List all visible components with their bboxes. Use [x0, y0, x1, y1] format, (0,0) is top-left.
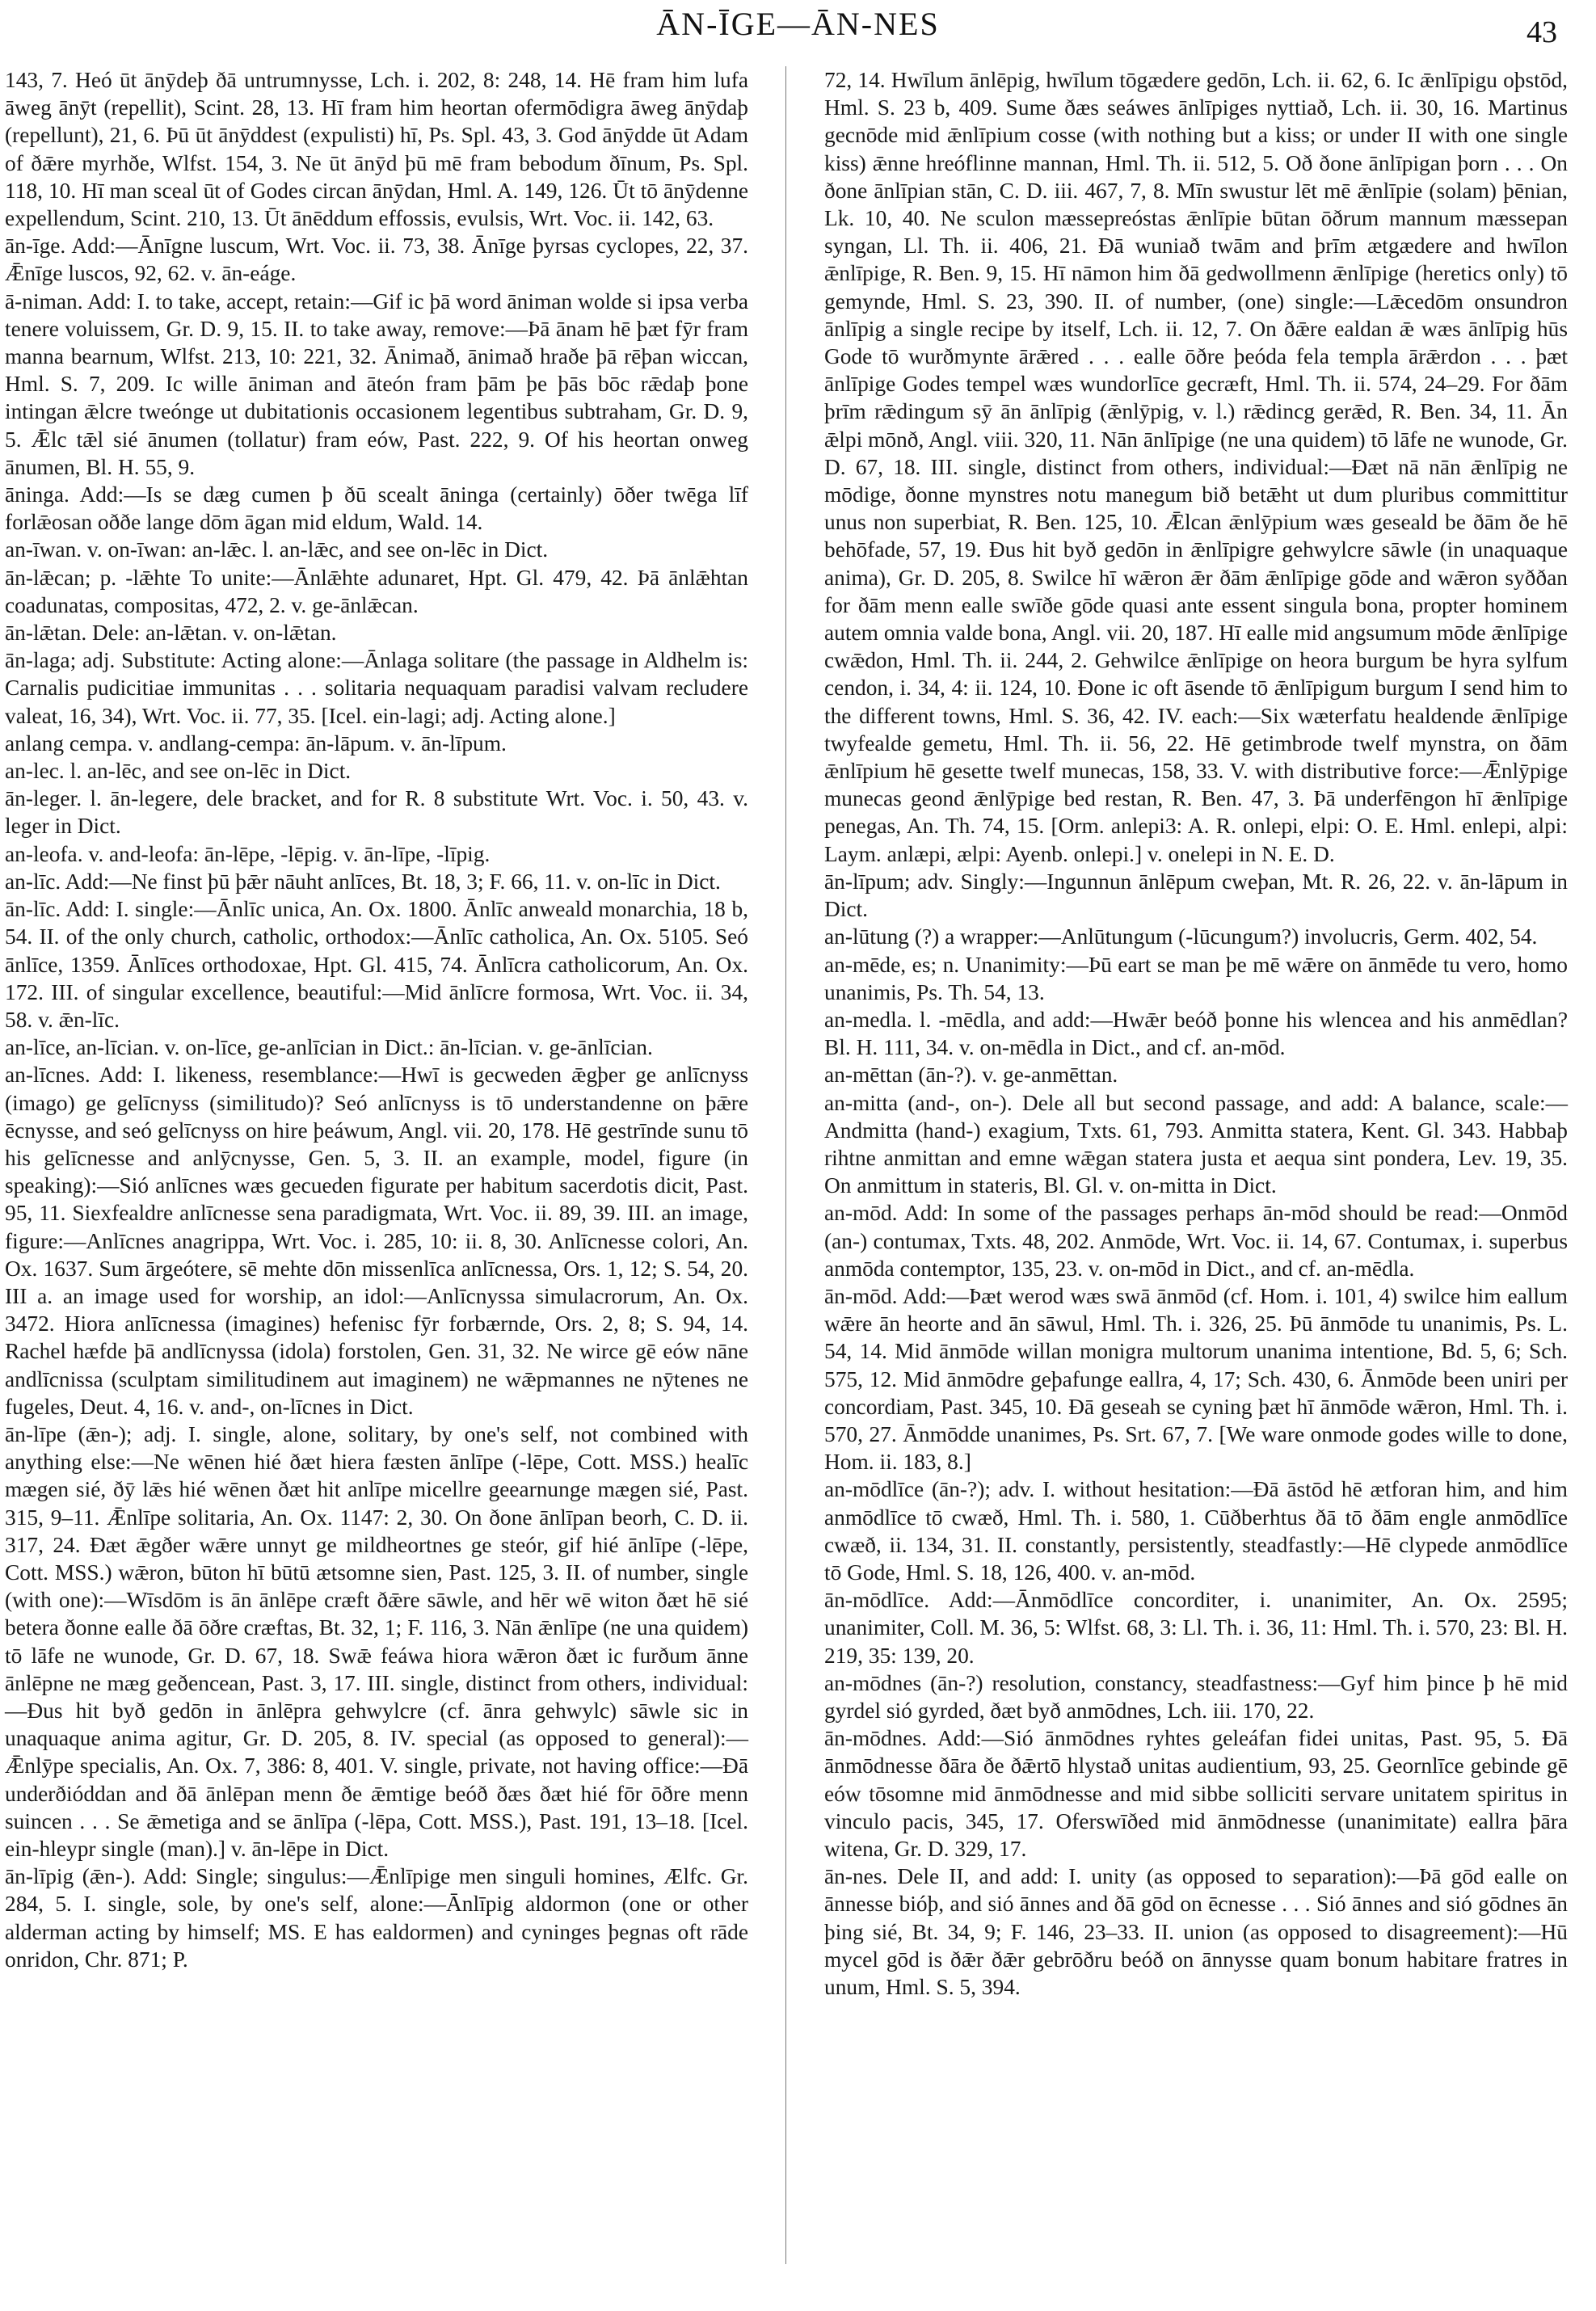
- dictionary-entry: ān-līpe (ǣn-); adj. I. single, alone, solitary, by one's self, not combined with anything else:—Ne wēnen hié ðæt hiera fæsten ānlīpe (-lēpe, Cott. MSS.) healīc mægen sié, ðȳ lǣs hié wēnen ðæt hit anlīpe micellre geearnunge mægen sié, Past. 315, 9–11. Ǣnlīpe solitaria, An. Ox. 1147: 2, 30. On ðone ānlīpan beorh, C. D. ii. 317, 24. Ðæt ǣgðer wǣre unnyt ge mildheortnes ge steór, gif hié ānlīpe (-lēpe, Cott. MSS.) wǣron, būton hī būtū ætsomne sien, Past. 125, 3. II. of number, single (with one):—Wīsdōm is ān ānlēpe cræft ðǣre sāwle, and hēr wē witon ðæt hē sié betera ðonne ealle ðā ōðre cræftas, Bt. 32, 1; F. 116, 3. Nān ǣnlīpe (ne una quidem) tō lāfe ne wunode, Gr. D. 67, 18. Swǣ feáwa hiora wǣron ðæt ic furðum ānne ānlēpne ne mæg geðencean, Past. 3, 17. III. single, distinct from others, individual:—Ðus hit byð gedōn in ānlēpra gehwylcre (cf. ānra gehwylc) sāwle sic in unaquaque anima agitur, Gr. D. 205, 8. IV. special (as opposed to general):—Ǣnlȳpe specialis, An. Ox. 7, 386: 8, 401. V. single, private, not having office:—Ðā underðióddan and ðā ānlēpan menn ðe ǣmtige beóð ðæs ðæt hié fōr ōðre menn suincen . . . Se ǣmetiga and se ānlīpa (-lēpa, Cott. MSS.), Past. 191, 13–18. [Icel. ein-hleypr single (man).] v. ān-lēpe in Dict.: [5, 1421, 748, 1861]
- page-header: [0, 0, 1596, 65]
- dictionary-entry: an-mōdlīce (ān-?); adv. I. without hesitation:—Ðā āstōd hē ætforan him, and him anmōdlīce tō cwæð, Hml. Th. i. 580, 1. Cūðberhtus ðā tō ðām engle anmōdlīce cwæð, ii. 134, 31. II. constantly, persistently, steadfastly:—Hē clypede anmōdlīce tō Gode, Hml. S. 18, 126, 400. v. an-mōd.: [824, 1477, 1568, 1585]
- dictionary-entry: 72, 14. Hwīlum ānlēpig, hwīlum tōgædere gedōn, Lch. ii. 62, 6. Ic ǣnlīpigu oþstōd, Hml. S. 23 b, 409. Sume ðæs seáwes ānlīpiges nyttiað, Lch. ii. 30, 16. Martinus gecnōde mid ǣnlīpium cosse (with nothing but a kiss; or under II with one single kiss) ǣnne hreóflinne mannan, Hml. Th. ii. 512, 5. Oð ðone ānlīpigan þorn . . . On ðone ānlīpian stān, C. D. iii. 467, 7, 8. Mīn swustur lēt mē ǣnlīpie (solam) þēnian, Lk. 10, 40. Ne sculon mæssepreóstas ǣnlīpie būtan ōðrum mannum mæssepan syngan, Ll. Th. ii. 406, 21. Ðā wuniað twām and þrīm ætgædere and hwīlon ǣnlīpige, R. Ben. 9, 15. Hī nāmon him ðā gedwollmenn ǣnlīpige (heretics only) tō gemynde, Hml. S. 23, 390. II. of number, (one) single:—Lǣcedōm onsundron ānlīpig a single recipe by itself, Lch. ii. 12, 7. On ðǣre ealdan ǣ wæs ānlīpig hūs Gode tō wurðmynte ārǣred . . . ealle ōðre þeóda fela templa ārǣrdon . . . þæt ānlīpige Godes tempel wæs wundorlīce gecræft, Hml. Th. ii. 574, 24–29. For ðām þrīm rǣdingum sȳ ān ānlīpig (ǣnlȳpig, v. l.) rǣdincg gerǣd, R. Ben. 34, 11. Ān ǣlpi mōnð, Angl. viii. 320, 11. Nān ānlīpige (ne una quidem) tō lāfe ne wunode, Gr. D. 67, 18. III. single, distinct from others, individual:—Ðæt nā nān ǣnlīpig ne mōdige, ðonne mynstres notu manegum bið betǣht ut dum pluribus committitur unus non superbiat, R. Ben. 125, 10. Ǣlcan ǣnlȳpium wæs geseald be ðām ðe hē behōfade, 57, 19. Ðus hit byð gedōn in ǣnlīpigre gehwylcre sāwle (in unaquaque anima), Gr. D. 205, 8. Swilce hī wǣron ǣr ðām ǣnlīpige gōde and wǣron syððan for ðām menn ealle swīðe gōde quasi ante essent singula bona, propter hominem autem omnia valde bona, Angl. vii. 20, 187. Hī ealle mid angsumum mōde ǣnlīpige cwǣdon, Hml. Th. ii. 244, 2. Gehwilce ǣnlīpige on heora burgum be hyra sylfum cendon, i. 34, 4: ii. 124, 10. Ðone ic oft āsende tō ǣnlīpigum burgum I send him to the different towns, Hml. S. 36, 42. IV. each:—Six wæterfatu healdende ǣnlīpige twyfealde gemetu, Hml. Th. ii. 56, 22. Hē getimbrode twelf mynstra, on ðām ǣnlīpium hē gesette twelf munecas, 158, 33. V. with distributive force:—Ǣnlȳpige munecas geond ǣnlȳpige bed restan, R. Ben. 47, 3. Þā underfēngon hī ǣnlīpige penegas, An. Th. 74, 15. [Orm. anlepi3: A. R. onlepi, elpi: O. E. Hml. enlepi, alpi: Laym. anlæpi, ælpi: Ayenb. onlepi.] v. onelepi in N. E. D.: [824, 68, 1568, 866]
- dictionary-entry: ān-lǣcan; p. -lǣhte To unite:—Ānlǣhte adunaret, Hpt. Gl. 479, 42. Þā ānlǣhtan coadunatas, compositas, 472, 2. v. ge-ānlǣcan.: [5, 565, 748, 617]
- running-head: ĀN-ĪGE—ĀN-NES: [656, 6, 940, 42]
- dictionary-entry: an-mēde, es; n. Unanimity:—Þū eart se man þe mē wǣre on ānmēde tu vero, homo unanimis, Ps. Th. 54, 13.: [824, 952, 1568, 1004]
- dictionary-entry: an-leofa. v. and-leofa: ān-lēpe, -lēpig. v. ān-līpe, -līpig.: [5, 841, 491, 866]
- right-column: [824, 66, 1568, 2001]
- dictionary-entry: ān-īge. Add:—Ānīgne luscum, Wrt. Voc. ii. 73, 38. Ānīge þyrsas cyclopes, 22, 37. Ǣnīge luscos, 92, 62. v. ān-eáge.: [5, 234, 748, 286]
- dictionary-entry: ān-laga; adj. Substitute: Acting alone:—Ānlaga solitare (the passage in Aldhelm is: Carnalis pudicitiae immunitas . . . solitaria nequaquam paradisi valvam recludere valeat, 16, 34), Wrt. Voc. ii. 77, 35. [Icel. ein-lagi; adj. Acting alone.]: [5, 648, 748, 728]
- dictionary-entry: ān-līpum; adv. Singly:—Ingunnun ānlēpum cweþan, Mt. R. 26, 22. v. ān-lāpum in Dict.: [824, 869, 1568, 922]
- dictionary-entry: an-mōdnes (ān-?) resolution, constancy, steadfastness:—Gyf him þince þ hē mid gyrdel sió gyrded, ðæt byð anmōdnes, Lch. iii. 170, 22.: [824, 1670, 1568, 1723]
- page-number: 43: [1527, 15, 1557, 49]
- dictionary-entry: āninga. Add:—Is se dæg cumen þ ðū scealt āninga (certainly) ōðer twēga līf forlǣosan oððe lange dōm āgan mid eldum, Wald. 14.: [5, 482, 748, 535]
- dictionary-entry: ān-mōd. Add:—Þæt werod wæs swā ānmōd (cf. Hom. i. 101, 4) swilce him eallum wǣre ān heorte and ān sāwul, Hml. Th. i. 326, 25. Þū ānmōde tu unanimis, Ps. L. 54, 14. Mid ānmōde willan monigra multorum unanima intentione, Bd. 5, 6; Sch. 575, 12. Mid ānmōdre geþafunge eallra, 4, 17; Sch. 430, 6. Ānmōde been uniri per concordiam, Past. 345, 10. Ðā geseah se cyning þæt hī ānmōde wǣron, Hml. Th. i. 570, 27. Ānmōdde unanimes, Ps. Srt. 67, 7. [We ware onmode godes wille to done, Hom. ii. 183, 8.]: [824, 1283, 1568, 1475]
- dictionary-entry: ān-leger. l. ān-legere, dele bracket, and for R. 8 substitute Wrt. Voc. i. 50, 43. v. leger in Dict.: [5, 786, 748, 839]
- dictionary-entry: an-mēttan (ān-?). v. ge-anmēttan.: [824, 1063, 1118, 1088]
- dictionary-entry: ān-lǣtan. Dele: an-lǣtan. v. on-lǣtan.: [5, 621, 337, 646]
- dictionary-entry: an-lec. l. an-lēc, and see on-lēc in Dict.: [5, 759, 352, 784]
- dictionary-entry: ān-līc. Add: I. single:—Ānlīc unica, An. Ox. 1800. Ānlīc anweald monarchia, 18 b, 54. II. of the only church, catholic, orthodox:—Ānlīc catholica, An. Ox. 5105. Seó ānlīce, 1359. Ānlīces orthodoxae, Hpt. Gl. 415, 74. Ānlīcra catholicorum, An. Ox. 172. III. of singular excellence, beautiful:—Mid ānlīcre formosa, Wrt. Voc. ii. 34, 58. v. ǣn-līc.: [5, 897, 748, 1032]
- dictionary-entry: an-līcnes. Add: I. likeness, resemblance:—Hwī is gecweden ǣgþer ge anlīcnyss (imago) ge gelīcnyss (similitudo)? Seó anlīcnyss is tō understandenne on þǣre ēcnysse, and seó gelīcnyss on hire þeáwum, Angl. vii. 20, 178. Hē gestrīnde sunu tō his gelīcnesse and anlȳcnysse, Gen. 5, 3. II. an example, model, figure (in speaking):—Sió anlīcnes wæs gecueden figurate per habitum sacerdotis dicit, Past. 95, 11. Siexfealdre anlīcnesse sena paradigmata, Wrt. Voc. ii. 89, 39. III. an image, figure:—Anlīcnes anagrippa, Wrt. Voc. i. 285, 10: ii. 8, 30. Anlīcnesse colori, An. Ox. 1637. Sum ārgeótere, sē mehte dōn missenlīca anlīcnessa, Ors. 1, 12; S. 54, 20. III a. an image used for worship, an idol:—Anlīcnyssa simulacrorum, An. Ox. 3472. Hiora anlīcnessa (imagines) hefenisc fȳr forbærnde, Ors. 2, 8; S. 94, 14. Rachel hæfde þā andlīcnyssa (idola) forstolen, Gen. 31, 32. Ne wirce gē eów nāne andlīcnissa (sculptam similitudinem aut imaginem) ne wǣpmannes ne nȳtenes ne fugeles, Deut. 4, 16. v. and-, on-līcnes in Dict.: [5, 1063, 748, 1419]
- column-divider: [785, 66, 786, 2264]
- dictionary-entry: an-mōd. Add: In some of the passages perhaps ān-mōd should be read:—Onmōd (an-) contumax, Txts. 48, 202. Anmōde, Wrt. Voc. ii. 14, 67. Contumax, i. superbus anmōda contemptor, 135, 23. v. on-mōd in Dict., and cf. an-mēdla.: [824, 1201, 1568, 1281]
- dictionary-entry: ān-nes. Dele II, and add: I. unity (as opposed to separation):—Þā gōd ealle on ānnesse bióþ, and sió ānnes and ðā gōd on ēcnesse . . . Sió ānnes and sió gōdnes ān þing sié, Bt. 34, 9; F. 146, 23–33. II. union (as opposed to disagreement):—Hū mycel gōd is ðǣr ðǣr gebrōðru beóð on ānnysse quam bonum habitare fratres in unum, Hml. S. 5, 394.: [824, 1864, 1568, 2000]
- dictionary-entry: an-īwan. v. on-īwan: an-lǣc. l. an-lǣc, and see on-lēc in Dict.: [5, 537, 549, 562]
- dictionary-entry: an-līce, an-līcian. v. on-līce, ge-anlīcian in Dict.: ān-līcian. v. ge-ānlīcian.: [5, 1035, 653, 1060]
- dictionary-entry: ān-mōdlīce. Add:—Ānmōdlīce concorditer, i. unanimiter, An. Ox. 2595; unanimiter, Coll. M. 36, 5: Wlfst. 68, 3: Ll. Th. i. 36, 11: Hml. Th. i. 570, 23: Bl. H. 219, 35: 139, 20.: [824, 1588, 1568, 1668]
- left-column: [5, 66, 748, 1973]
- dictionary-entry: ān-līpig (ǣn-). Add: Single; singulus:—Ǣnlīpige men singuli homines, Ælfc. Gr. 284, 5. I. single, sole, by one's self, alone:—Ānlīpig aldormon (one or other alderman acting by himself; MS. E has ealdormen) and cyninges þegnas oft rāde onridon, Chr. 871; P.: [5, 1864, 748, 1972]
- dictionary-entry: an-medla. l. -mēdla, and add:—Hwǣr beóð þonne his wlencea and his anmēdlan? Bl. H. 111, 34. v. on-mēdla in Dict., and cf. an-mōd.: [824, 1007, 1568, 1060]
- dictionary-entry: ān-mōdnes. Add:—Sió ānmōdnes ryhtes geleáfan fidei unitas, Past. 95, 5. Ðā ānmōdnesse ðāra ðe ðǣrtō hlystað unitas audientium, 93, 25. Geornlīce gebinde gē eów tōsomne mid ānmōdnesse and mid sibbe solliciti servare unitatem spiritus in vinculo pacis, 345, 17. Oferswīðed mid ānmōdnesse (unanimitate) eallra þāra witena, Gr. D. 329, 17.: [824, 1726, 1568, 1861]
- dictionary-entry: an-līc. Add:—Ne finst þū þǣr nāuht anlīces, Bt. 18, 3; F. 66, 11. v. on-līc in Dict.: [5, 869, 721, 894]
- dictionary-entry: 143, 7. Heó ūt ānȳdeþ ðā untrumnysse, Lch. i. 202, 8: 248, 14. Hē fram him lufa āweg ānȳt (repellit), Scint. 28, 13. Hī fram him heortan ofermōdigra āweg ānȳdaþ (repellunt), 21, 6. Þū ūt ānȳddest (expulisti) hī, Ps. Spl. 43, 3. God ānȳdde ūt Adam of ðǣre myrhðe, Wlfst. 154, 3. Ne ūt ānȳd þū mē fram bebodum ðīnum, Ps. Spl. 118, 10. Hī man sceal ūt of Godes circan ānȳdan, Hml. A. 149, 126. Ūt tō ānȳdenne expellendum, Scint. 210, 13. Ūt ānēddum effossis, evulsis, Wrt. Voc. ii. 142, 63.: [5, 68, 748, 231]
- dictionary-entry: anlang cempa. v. andlang-cempa: ān-lāpum. v. ān-līpum.: [5, 730, 507, 756]
- dictionary-entry: an-mitta (and-, on-). Dele all but second passage, and add: A balance, scale:—Andmitta (hand-) exagium, Txts. 61, 793. Anmitta statera, Kent. Gl. 343. Habbaþ rihtne anmittan and emne wǣgan statera justa et aequa sint pondera, Lev. 19, 35. On anmittum in stateris, Bl. Gl. v. on-mitta in Dict.: [824, 1090, 1568, 1198]
- dictionary-entry: ā-niman. Add: I. to take, accept, retain:—Gif ic þā word āniman wolde si ipsa verba tenere voluissem, Gr. D. 9, 15. II. to take away, remove:—Þā ānam hē þæt fȳr fram manna bearnum, Wlfst. 213, 10: 221, 32. Ānimað, ānimað hraðe þā rēþan wiccan, Hml. S. 7, 209. Ic wille āniman and āteón fram þām þe þās bōc rǣdaþ þone intingan ǣlcre tweónge ut dubitationis occasionem legentibus subtraham, Gr. D. 9, 5. Ǣlc tǣl sié ānumen (tollatur) fram eów, Past. 222, 9. Of his heortan onweg ānumen, Bl. H. 55, 9.: [5, 288, 748, 479]
- dictionary-entry: an-lūtung (?) a wrapper:—Anlūtungum (-lūcungum?) involucris, Germ. 402, 54.: [824, 924, 1538, 949]
